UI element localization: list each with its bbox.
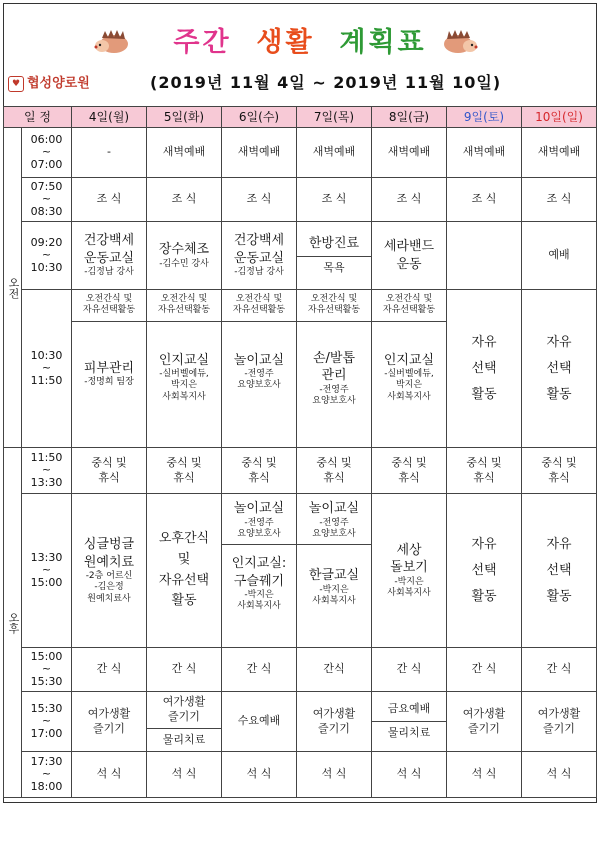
time-cell: 07:50 ~ 08:30 — [22, 178, 72, 222]
activity-cell: 여가생활 즐기기 물리치료 — [147, 692, 222, 752]
activity-cell — [447, 222, 522, 290]
table-row — [4, 648, 597, 692]
header-row — [4, 107, 597, 128]
activity-cell: 새벽예배 — [522, 128, 597, 178]
activity-cell: 조 식 — [447, 178, 522, 222]
activity-cell: 건강백세 운동교실 -김정남 강사 — [222, 222, 297, 290]
activity-cell: 조 식 — [522, 178, 597, 222]
activity-cell: 새벽예배 — [372, 128, 447, 178]
header-day: 6일(수) — [222, 107, 297, 128]
schedule-period: (2019년 11월 4일 ~ 2019년 11월 10일) — [150, 73, 502, 92]
activity-cell: 여가생활 즐기기 — [72, 692, 147, 752]
activity-cell: 조 식 — [147, 178, 222, 222]
header-day: 8일(금) — [372, 107, 447, 128]
activity-cell: 중식 및 휴식 — [447, 448, 522, 494]
table-row — [4, 290, 597, 448]
part-pm: 오후 — [4, 448, 22, 798]
activity-cell: 새벽예배 — [297, 128, 372, 178]
org-logo-icon: ♥ — [8, 76, 24, 92]
activity-cell: 중식 및 휴식 — [372, 448, 447, 494]
activity-cell: 오전간식 및 자유선택활동 인지교실 -실버벨에듀, 박지은 사회복지사 — [372, 290, 447, 448]
header-day: 7일(목) — [297, 107, 372, 128]
time-cell: 13:30 ~ 15:00 — [22, 494, 72, 648]
activity-cell: 석 식 — [447, 752, 522, 798]
time-cell: 09:20 ~ 10:30 — [22, 222, 72, 290]
table-row — [4, 752, 597, 798]
activity-cell: 예배 — [522, 222, 597, 290]
activity-cell: 오전간식 및 자유선택활동 놀이교실 -전영주 요양보호사 — [222, 290, 297, 448]
table-row — [4, 128, 597, 178]
activity-cell: 간 식 — [522, 648, 597, 692]
activity-cell: 오후간식 및 자유선택 활동 — [147, 494, 222, 648]
activity-cell: 조 식 — [72, 178, 147, 222]
time-cell: 15:30 ~ 17:00 — [22, 692, 72, 752]
activity-cell: 간 식 — [147, 648, 222, 692]
activity-cell: 자유 선택 활동 — [522, 494, 597, 648]
activity-cell: 중식 및 휴식 — [522, 448, 597, 494]
activity-cell: 간 식 — [372, 648, 447, 692]
activity-cell: 석 식 — [372, 752, 447, 798]
table-row — [4, 494, 597, 648]
header-day: 5일(화) — [147, 107, 222, 128]
time-cell: 17:30 ~ 18:00 — [22, 752, 72, 798]
activity-cell: 수요예배 — [222, 692, 297, 752]
activity-cell: 석 식 — [147, 752, 222, 798]
activity-cell: 오전간식 및 자유선택활동 피부관리 -정명희 팀장 — [72, 290, 147, 448]
header-day-sat: 9일(토) — [447, 107, 522, 128]
part-am: 오전 — [4, 128, 22, 448]
activity-cell: 조 식 — [222, 178, 297, 222]
time-cell: 10:30 ~ 11:50 — [22, 290, 72, 448]
schedule-table — [3, 106, 597, 798]
activity-cell: 조 식 — [297, 178, 372, 222]
activity-cell: 오전간식 및 자유선택활동 손/발톱 관리 -전영주 요양보호사 — [297, 290, 372, 448]
activity-cell: 석 식 — [522, 752, 597, 798]
table-row — [4, 448, 597, 494]
time-cell: 06:00 ~ 07:00 — [22, 128, 72, 178]
activity-cell: 새벽예배 — [447, 128, 522, 178]
activity-cell: 여가생활 즐기기 — [522, 692, 597, 752]
header-day: 4일(월) — [72, 107, 147, 128]
activity-cell: 금요예배 물리치료 — [372, 692, 447, 752]
activity-cell: 여가생활 즐기기 — [297, 692, 372, 752]
activity-cell: 새벽예배 — [147, 128, 222, 178]
activity-cell: 중식 및 휴식 — [297, 448, 372, 494]
activity-cell: 석 식 — [72, 752, 147, 798]
org-logo: ♥ 협성양로원 — [8, 72, 90, 92]
activity-cell: 간 식 — [72, 648, 147, 692]
activity-cell: 석 식 — [297, 752, 372, 798]
activity-cell: 조 식 — [372, 178, 447, 222]
activity-cell: - — [72, 128, 147, 178]
activity-cell: 놀이교실 -전영주 요양보호사 한글교실 -박지은 사회복지사 — [297, 494, 372, 648]
activity-cell: 중식 및 휴식 — [222, 448, 297, 494]
activity-cell: 장수체조 -김수민 강사 — [147, 222, 222, 290]
activity-cell: 중식 및 휴식 — [72, 448, 147, 494]
table-row — [4, 222, 597, 290]
activity-cell: 자유 선택 활동 — [522, 290, 597, 448]
activity-cell: 세상 돌보기 -박지은 사회복지사 — [372, 494, 447, 648]
activity-cell: 놀이교실 -전영주 요양보호사 인지교실: 구슬꿰기 -박지은 사회복지사 — [222, 494, 297, 648]
activity-cell: 오전간식 및 자유선택활동 인지교실 -실버벨에듀, 박지은 사회복지사 — [147, 290, 222, 448]
table-row — [4, 692, 597, 752]
activity-cell: 건강백세 운동교실 -김정남 강사 — [72, 222, 147, 290]
page-title: 주간 생활 계획표 — [173, 27, 427, 58]
activity-cell: 세라밴드 운동 — [372, 222, 447, 290]
activity-cell: 간 식 — [222, 648, 297, 692]
time-cell: 11:50 ~ 13:30 — [22, 448, 72, 494]
table-row — [4, 178, 597, 222]
activity-cell: 한방진료 목욕 — [297, 222, 372, 290]
activity-cell: 새벽예배 — [222, 128, 297, 178]
activity-cell: 자유 선택 활동 — [447, 494, 522, 648]
activity-cell: 간 식 — [447, 648, 522, 692]
time-cell: 15:00 ~ 15:30 — [22, 648, 72, 692]
activity-cell: 싱글벙글 원예치료 -2층 어르신 -김은정 원예치료사 — [72, 494, 147, 648]
activity-cell: 간식 — [297, 648, 372, 692]
activity-cell: 중식 및 휴식 — [147, 448, 222, 494]
activity-cell: 석 식 — [222, 752, 297, 798]
activity-cell: 자유 선택 활동 — [447, 290, 522, 448]
header-day-sun: 10일(일) — [522, 107, 597, 128]
activity-cell: 여가생활 즐기기 — [447, 692, 522, 752]
header-slot: 일 정 — [4, 107, 72, 128]
